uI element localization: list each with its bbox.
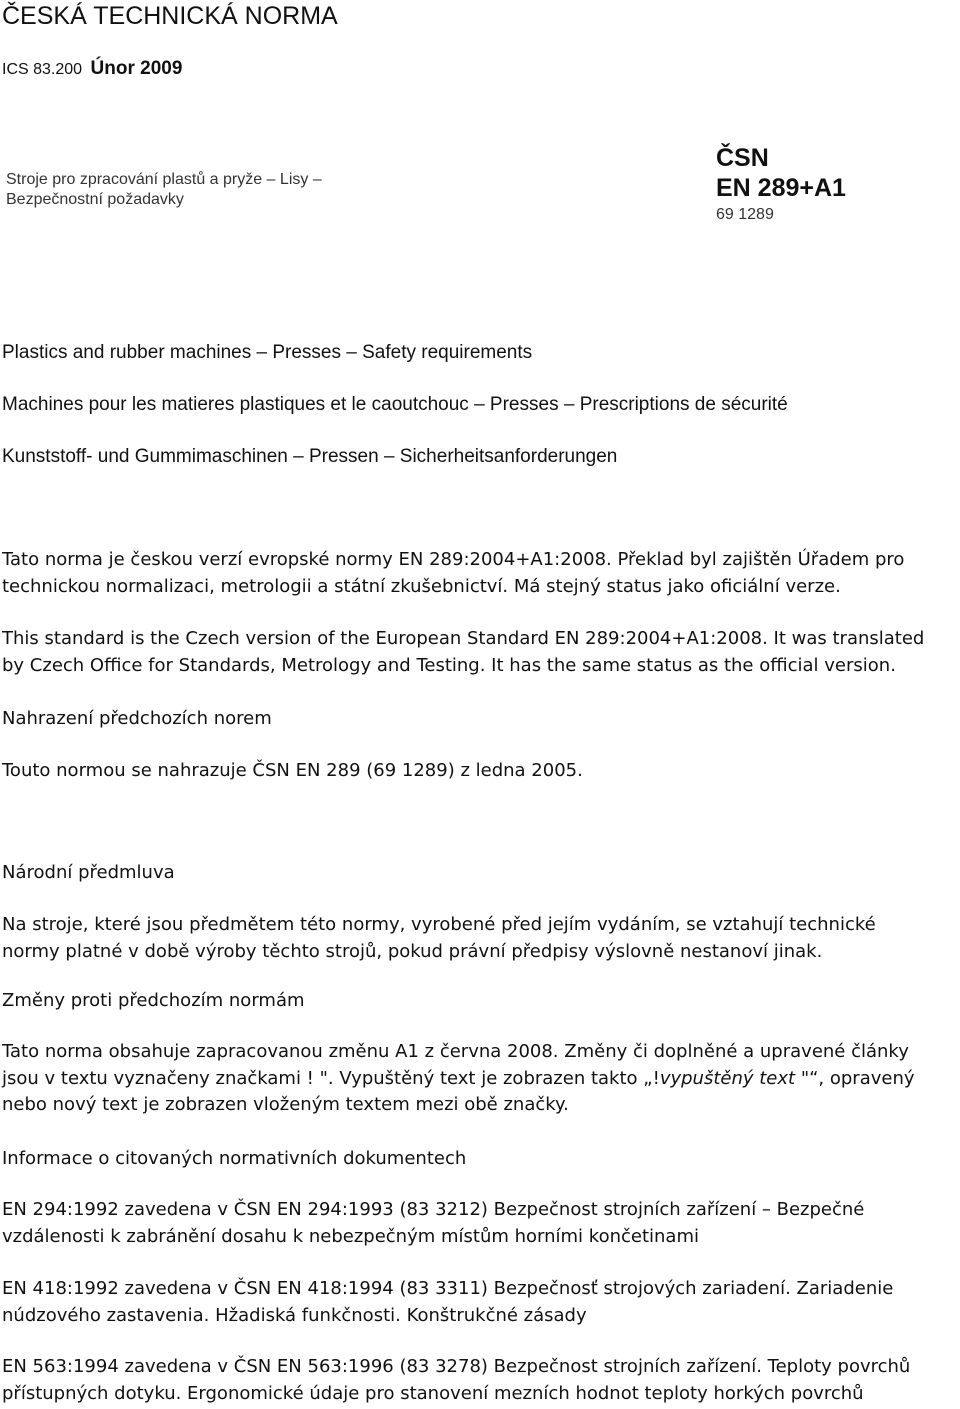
text-line: nebo nový text je zobrazen vloženým textem mezi obě značky. [2, 1094, 569, 1115]
csn-label: ČSN [716, 144, 769, 172]
reference-item [2, 1354, 958, 1407]
text-line: vzdálenosti k zabránění dosahu k nebezpečným místům horními končetinami [2, 1225, 699, 1247]
references-heading: Informace o citovaných normativních dokumentech [2, 1148, 467, 1169]
class-number: 69 1289 [716, 206, 774, 223]
french-title: Machines pour les matieres plastiques et le caoutchouc – Presses – Prescriptions de sécurité [2, 394, 788, 415]
deleted-text-example: vypuštěný text [659, 1067, 796, 1089]
text-line: EN 563:1994 zavedena v ČSN EN 563:1996 (83 3278) Bezpečnost strojních zařízení. Teploty povrchů [2, 1356, 911, 1377]
text-span: jsou v textu vyznačeny značkami ! ". Vypuštěný text je zobrazen takto „! [2, 1067, 660, 1089]
reference-item [2, 1276, 958, 1329]
czech-title-line: Stroje pro zpracování plastů a pryže – Lisy – [6, 171, 322, 188]
text-line: EN 418:1992 zavedena v ČSN EN 418:1994 (83 3311) Bezpečnosť strojových zariadení. Zariadenie [2, 1278, 894, 1299]
text-line: núdzového zastavenia. Hžadiská funkčnosti. Konštrukčné zásady [2, 1304, 587, 1326]
text-line: normy platné v době výroby těchto strojů, pokud právní předpisy výslovně nestanoví jinak. [2, 940, 823, 962]
changes-heading: Změny proti předchozím normám [2, 990, 305, 1011]
replacement-heading: Nahrazení předchozích norem [2, 708, 272, 729]
text-line: Tato norma je českou verzí evropské normy EN 289:2004+A1:2008. Překlad byl zajištěn Úřadem pro [2, 549, 905, 570]
standard-number: EN 289+A1 [716, 174, 846, 202]
intro-english [2, 626, 958, 679]
text-line: Tato norma obsahuje zapracovanou změnu A1 z června 2008. Změny či doplněné a upravené články [2, 1041, 909, 1062]
czech-title-line: Bezpečnostní požadavky [6, 191, 184, 208]
text-line [2, 1066, 958, 1093]
text-line: This standard is the Czech version of the European Standard EN 289:2004+A1:2008. It was translated [2, 628, 925, 649]
text-line: přístupných dotyku. Ergonomické údaje pro stanovení mezních hodnot teploty horkých povrchů [2, 1382, 864, 1404]
replacement-text: Touto normou se nahrazuje ČSN EN 289 (69 1289) z ledna 2005. [2, 760, 583, 781]
text-span: "“, opravený [795, 1067, 915, 1089]
text-line: EN 294:1992 zavedena v ČSN EN 294:1993 (83 3212) Bezpečnost strojních zařízení – Bezpečné [2, 1199, 865, 1220]
german-title: Kunststoff- und Gummimaschinen – Pressen – Sicherheitsanforderungen [2, 446, 618, 467]
reference-item [2, 1197, 958, 1250]
english-title: Plastics and rubber machines – Presses – Safety requirements [2, 342, 533, 363]
foreword-text [2, 912, 958, 965]
norm-type-heading: ČESKÁ TECHNICKÁ NORMA [2, 2, 338, 30]
changes-text [2, 1039, 958, 1119]
issue-date: Únor 2009 [90, 58, 183, 79]
text-line: by Czech Office for Standards, Metrology and Testing. It has the same status as the official version. [2, 654, 896, 676]
intro-czech [2, 547, 958, 600]
ics-line [2, 58, 182, 80]
ics-code: ICS 83.200 [2, 61, 83, 78]
csn-designation [716, 143, 846, 225]
foreword-heading: Národní předmluva [2, 862, 175, 883]
czech-title [6, 170, 322, 210]
text-line: Na stroje, které jsou předmětem této normy, vyrobené před jejím vydáním, se vztahují technické [2, 914, 876, 935]
text-line: technickou normalizaci, metrologii a státní zkušebnictví. Má stejný status jako oficiální verze. [2, 575, 841, 597]
